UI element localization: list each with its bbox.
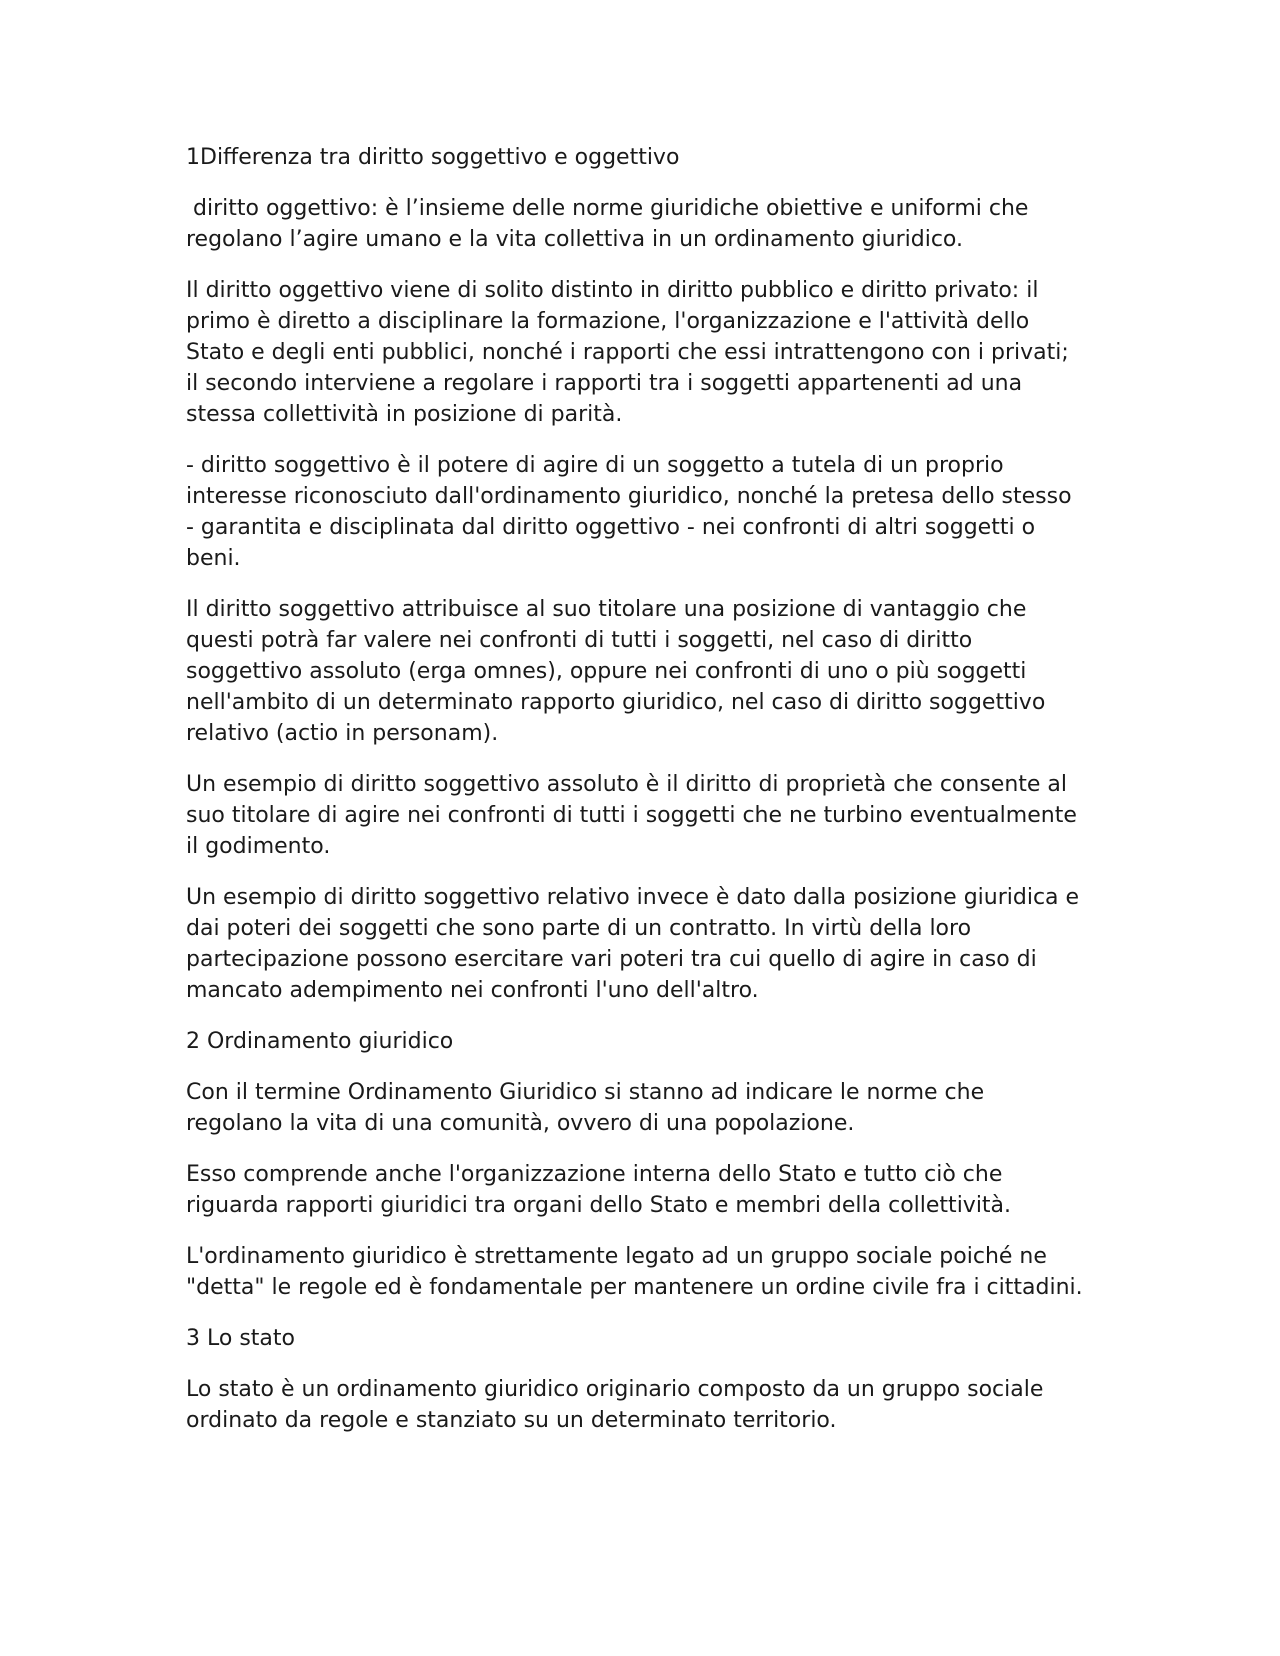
paragraph-ordinamento-gruppo-sociale: L'ordinamento giuridico è strettamente legato ad un gruppo sociale poiché ne "detta" le regole ed è fondamentale per mantenere un ordine civile fra i cittadini. xyxy=(186,1244,1083,1300)
paragraph-esempio-relativo: Un esempio di diritto soggettivo relativo invece è dato dalla posizione giuridica e dai poteri dei soggetti che sono parte di un contratto. In virtù della loro partecipazione possono esercitare vari poteri tra cui quello di agire in caso di mancato adempimento nei confronti l'uno dell'altro. xyxy=(186,885,1080,1003)
paragraph-text: diritto oggettivo: è l’insieme delle norme giuridiche obiettive e uniformi che regolano l’agire umano e la vita collettiva in un ordinamento giuridico. xyxy=(186,196,1036,252)
document-body xyxy=(186,142,1086,1456)
section-heading-2: 2 Ordinamento giuridico xyxy=(186,1029,454,1054)
section-heading-3: 3 Lo stato xyxy=(186,1326,295,1351)
paragraph-ordinamento-definition: Con il termine Ordinamento Giuridico si stanno ad indicare le norme che regolano la vita di una comunità, ovvero di una popolazione. xyxy=(186,1080,985,1136)
section-heading-1: 1Differenza tra diritto soggettivo e oggettivo xyxy=(186,145,680,170)
paragraph-esempio-assoluto: Un esempio di diritto soggettivo assoluto è il diritto di proprietà che consente al suo titolare di agire nei confronti di tutti i soggetti che ne turbino eventualmente il godimento. xyxy=(186,772,1077,859)
paragraph-diritto-pubblico-privato: Il diritto oggettivo viene di solito distinto in diritto pubblico e diritto privato: il primo è diretto a disciplinare la formazione, l'organizzazione e l'attività dello Stato e degli enti pubblici, nonché i rapporti che essi intrattengono con i privati; il secondo interviene a regolare i rapporti tra i soggetti appartenenti ad una stessa collettività in posizione di parità. xyxy=(186,278,1069,427)
paragraph-ordinamento-organizzazione: Esso comprende anche l'organizzazione interna dello Stato e tutto ciò che riguarda rapporti giuridici tra organi dello Stato e membri della collettività. xyxy=(186,1162,1012,1218)
paragraph-diritto-soggettivo-definition: - diritto soggettivo è il potere di agire di un soggetto a tutela di un proprio interesse riconosciuto dall'ordinamento giuridico, nonché la pretesa dello stesso - garantita e disciplinata dal diritto oggettivo - nei confronti di altri soggetti o beni. xyxy=(186,453,1072,571)
paragraph-stato-definition: Lo stato è un ordinamento giuridico originario composto da un gruppo sociale ordinato da regole e stanziato su un determinato territorio. xyxy=(186,1377,1044,1433)
paragraph-diritto-oggettivo-definition xyxy=(186,193,1086,255)
paragraph-diritto-soggettivo-assoluto-relativo: Il diritto soggettivo attribuisce al suo titolare una posizione di vantaggio che questi potrà far valere nei confronti di tutti i soggetti, nel caso di diritto soggettivo assoluto (erga omnes), oppure nei confronti di uno o più soggetti nell'ambito di un determinato rapporto giuridico, nel caso di diritto soggettivo relativo (actio in personam). xyxy=(186,597,1046,746)
